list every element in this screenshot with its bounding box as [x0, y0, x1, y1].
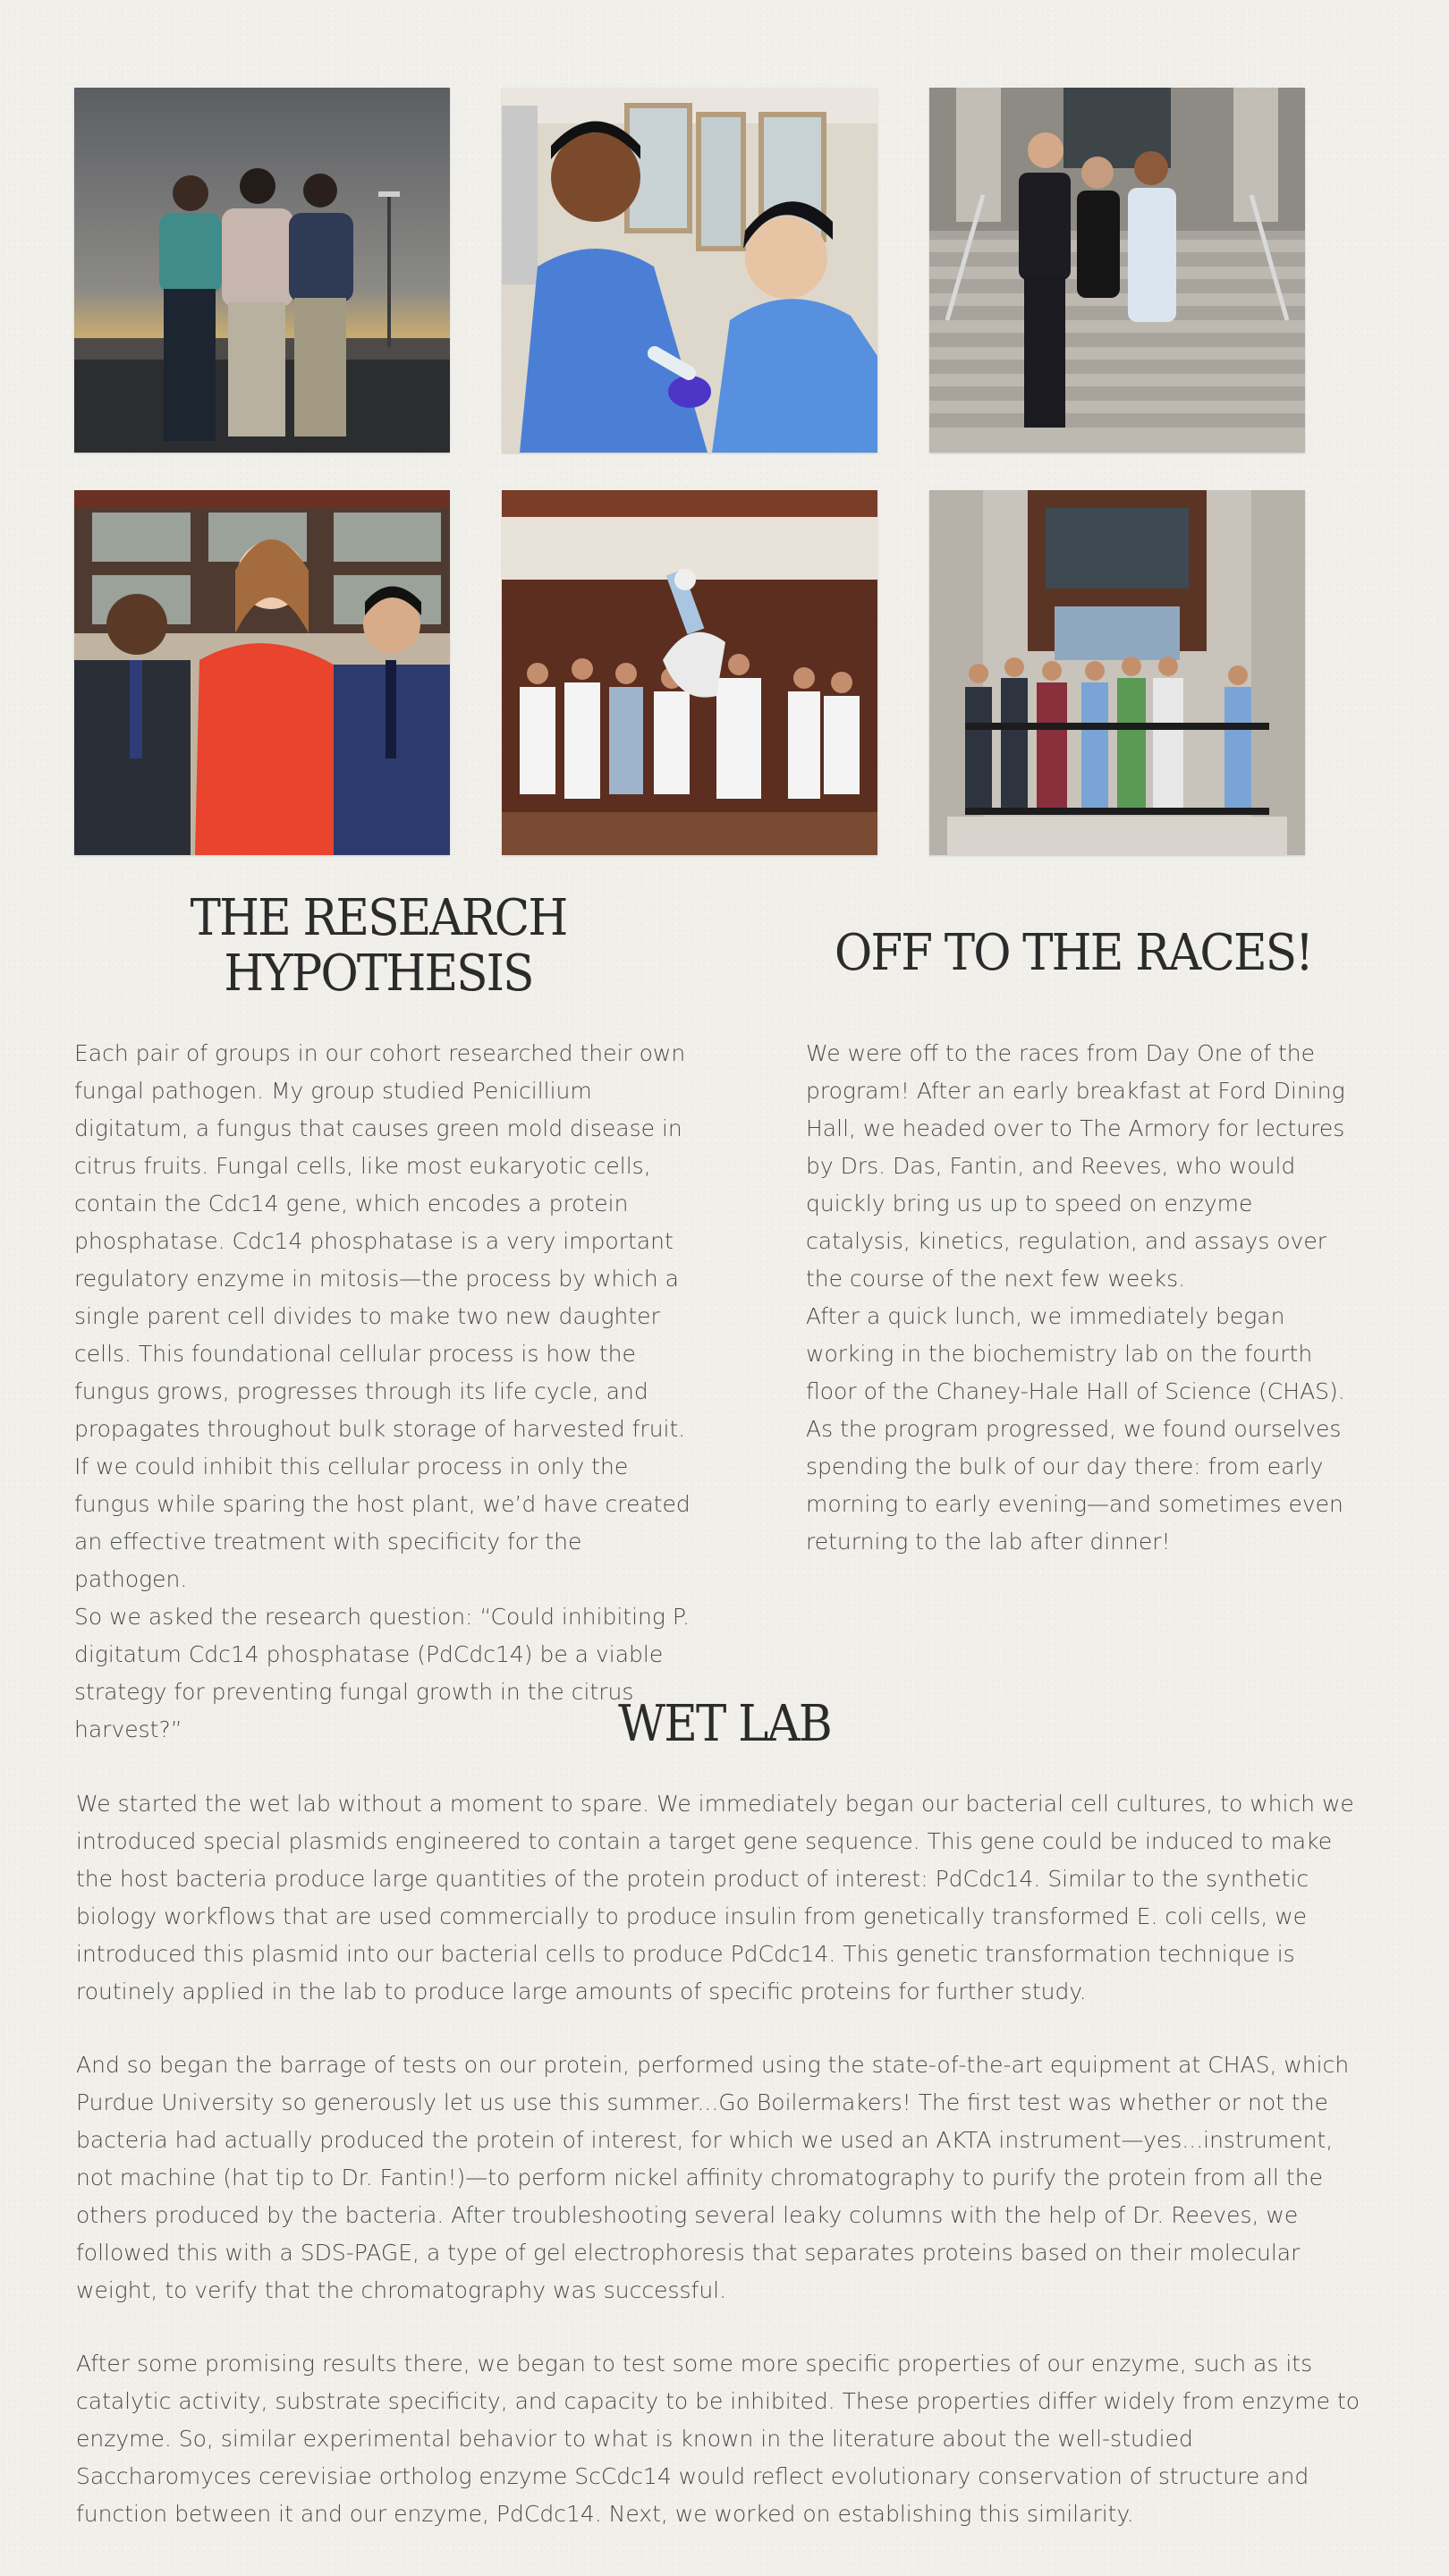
students-in-lab-gowns-photo — [502, 88, 877, 453]
races-heading: OFF TO THE RACES! — [834, 924, 1313, 982]
research-paragraph: Each pair of groups in our cohort researched their own fungal pathogen. My group studied Penicillium digitatum, a fungus that causes green mold disease in citrus fruits. Fungal cells, like most eukaryotic cells, contain the Cdc14 gene, which encodes a protein phosphatase. Cdc14 phosphatase is a very important regulatory enzyme in mitosis—the process by which a single parent cell divides to make two new daughter cells. This foundational cellular process is how the fungus grows, progresses through its life cycle, and propagates throughout bulk storage of harvested fruit. — [74, 1040, 686, 1442]
races-body — [806, 1035, 1360, 1561]
balcony-cheering-group-photo — [929, 490, 1305, 855]
wetlab-paragraph: And so began the barrage of tests on our protein, performed using the state-of-the-art equipment at CHAS, which Purdue University so generously let us use this summer...Go Boilermakers! The first test was whether or not the bacteria had actually produced the protein of interest, for which we used an AKTA instrument—yes...instrument, not machine (hat tip to Dr. Fantin!)—to perform nickel affinity chromatography to purify the protein from all the others produced by the bacteria. After troubleshooting several leaky columns with the help of Dr. Reeves, we followed this with a SDS-PAGE, a type of gel electrophoresis that separates proteins based on their molecular weight, to verify that the chromatography was successful. — [76, 2052, 1350, 2303]
races-paragraph: After a quick lunch, we immediately began working in the biochemistry lab on the fourth floor of the Chaney-Hale Hall of Science (CHAS). As the program progressed, we found ourselves spending the bulk of our day there: from early morning to early evening—and sometimes even returning to the lab after dinner! — [806, 1303, 1345, 1555]
research-paragraph: If we could inhibit this cellular process in only the fungus while sparing the host plant, we’d have created an effective treatment with specificity for the pathogen. — [74, 1453, 691, 1592]
research-body — [74, 1035, 700, 1749]
wetlab-body — [76, 1785, 1364, 2569]
research-heading: THE RESEARCH HYPOTHESIS — [190, 889, 567, 1003]
research-paragraph: So we asked the research question: “Could inhibiting P. digitatum Cdc14 phosphatase (PdCdc14) be a viable strategy for preventing fungal growth in the citrus harvest?” — [74, 1604, 690, 1742]
wetlab-heading: WET LAB — [618, 1695, 831, 1753]
three-formal-students-photo — [74, 490, 450, 855]
lab-coat-group-jump-photo — [502, 490, 877, 855]
wetlab-paragraph: After some promising results there, we began to test some more specific properties of our enzyme, such as its catalytic activity, substrate specificity, and capacity to be inhibited. These properties differ widely from enzyme to enzyme. So, similar experimental behavior to what is known in the literature about the well-studied Saccharomyces cerevisiae ortholog enzyme ScCdc14 would reflect evolutionary conservation of structure and function between it and our enzyme, PdCdc14. Next, we worked on establishing this similarity. — [76, 2351, 1360, 2527]
wetlab-paragraph: We started the wet lab without a moment to spare. We immediately began our bacterial cell cultures, to which we introduced special plasmids engineered to contain a target gene sequence. This gene could be induced to make the host bacteria produce large quantities of the protein product of interest: PdCdc14. Similar to the synthetic biology workflows that are used commercially to produce insulin from genetically transformed E. coli cells, we introduced this plasmid into our bacterial cells to produce PdCdc14. This genetic transformation technique is routinely applied in the lab to produce large amounts of specific proteins for further study. — [76, 1791, 1354, 2004]
three-friends-rooftop-photo — [74, 88, 450, 453]
three-students-on-steps-photo — [929, 88, 1305, 453]
races-paragraph: We were off to the races from Day One of the program! After an early breakfast at Ford Dining Hall, we headed over to The Armory for lectures by Drs. Das, Fantin, and Reeves, who would quickly bring us up to speed on enzyme catalysis, kinetics, regulation, and assays over the course of the next few weeks. — [806, 1040, 1345, 1292]
